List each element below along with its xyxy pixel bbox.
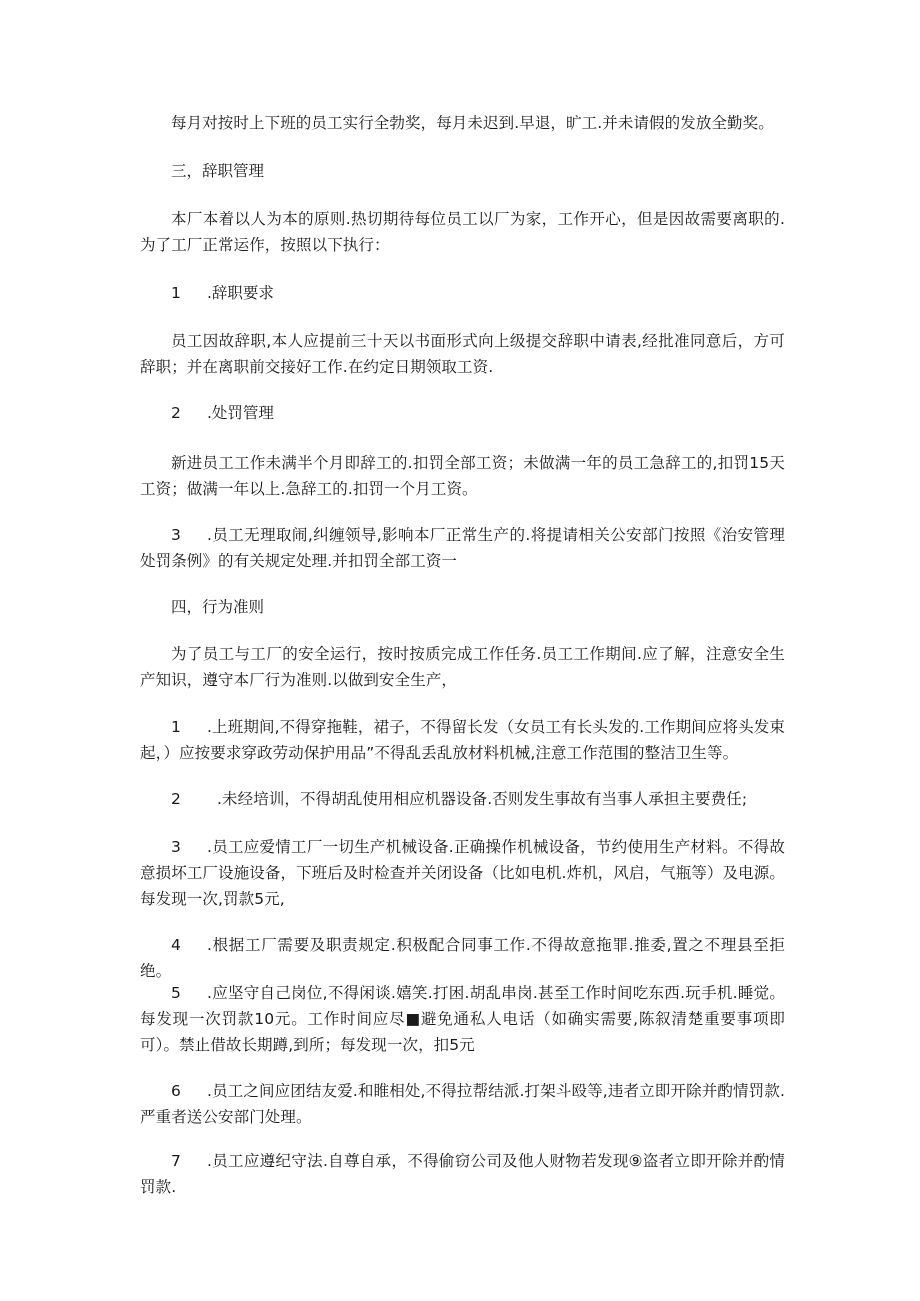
item-number: 3 [171,838,181,856]
item-text: .根据工厂需要及职责规定.积极配合同事工作.不得故意拖罪.推委,置之不理县至拒绝。 [140,936,785,980]
rule-item-1 [140,714,785,766]
item-number: 4 [171,936,181,954]
rule-item-7 [140,1148,785,1200]
rule-item-4 [140,932,785,984]
item-number: 2 [171,404,181,422]
section-heading-conduct: 四，行为准则 [171,598,265,616]
resignation-requirements-paragraph: 员工因故辞职,本人应提前三十天以书面形式向上级提交辞职中请表,经批准同意后，方可辞职；并在离职前交接好工作.在约定日期领取工资. [140,332,785,376]
item-penalty-management [171,400,274,426]
item-text: .员工之间应团结友爱.和睢相处,不得拉帮结派.打架斗殴等,违者立即开除并酌情罚款.严重者送公安部门处理。 [140,1082,785,1126]
rule-item-5 [140,980,785,1058]
item-text: .员工无理取闹,纠缠领导,影响本厂正常生产的.将提请相关公安部门按照《治安管理处罚条例》的有关规定处理.并扣罚全部工资一 [140,526,785,570]
item-title: .处罚管理 [207,404,274,422]
section-heading-resignation: 三，辞职管理 [171,162,265,180]
item-number: 1 [171,718,181,736]
rule-item-6 [140,1078,785,1130]
item-number: 7 [171,1152,181,1170]
item-text: .应坚守自己岗位,不得闲谈.嬉笑.打困.胡乱串岗.甚至工作时间吃东西.玩手机.睡觉。每发现一次罚款10元。工作时间应尽■避免通私人电话（如确实需要,陈叙清楚重要事项即可）。禁止借故长期蹲,到所；每发现一次，扣5元 [140,984,785,1054]
attendance-bonus-paragraph: 每月对按时上下班的员工实行全勃奖，每月未迟到.早退，旷工.并未请假的发放全勤奖。 [171,114,774,132]
rule-item-3 [140,834,785,912]
penalty-paragraph: 新进员工工作未满半个月即辞工的.扣罚全部工资；未做满一年的员工急辞工的,扣罚15天工资；做满一年以上.急辞工的.扣罚一个月工资。 [140,454,785,498]
item-number: 1 [171,284,181,302]
item-text: .员工应遵纪守法.自尊自承，不得偷窃公司及他人财物若发现⑨盗者立即开除并酌情罚款. [140,1152,785,1196]
item-text: .未经培训，不得胡乱使用相应机器设备.否则发生事故有当事人承担主要费任; [217,790,748,808]
conduct-intro-paragraph: 为了员工与工厂的安全运行，按时按质完成工作任务.员工工作期间.应了解，注意安全生产知识，遵守本厂行为准则.以做到安全生产， [140,645,785,689]
rule-item-2 [140,786,785,812]
item-number: 6 [171,1082,181,1100]
item-number: 2 [171,790,181,808]
item-disturbance [140,522,785,574]
item-text: .上班期间,不得穿拖鞋，裙子，不得留长发（女员工有长头发的.工作期间应将头发束起，）应按要求穿政劳动保护用品”不得乱丢乱放材料机械,注意工作范围的整洁卫生等。 [140,718,785,762]
resignation-intro-paragraph: 本厂本着以人为本的原则.热切期待每位员工以厂为家，工作开心，但是因故需要离职的.为了工厂正常运作，按照以下执行： [140,210,785,254]
item-number: 3 [171,526,181,544]
item-text: .员工应爱情工厂一切生产机械设备.正确操作机械设备，节约使用生产材料。不得故意损坏工厂设施设备，下班后及时检查并关闭设备（比如电机.炸机，风启，气瓶等）及电源。每发现一次,罚款5元, [140,838,785,908]
item-title: .辞职要求 [207,284,274,302]
item-resignation-requirements [171,280,274,306]
item-number: 5 [171,984,181,1002]
